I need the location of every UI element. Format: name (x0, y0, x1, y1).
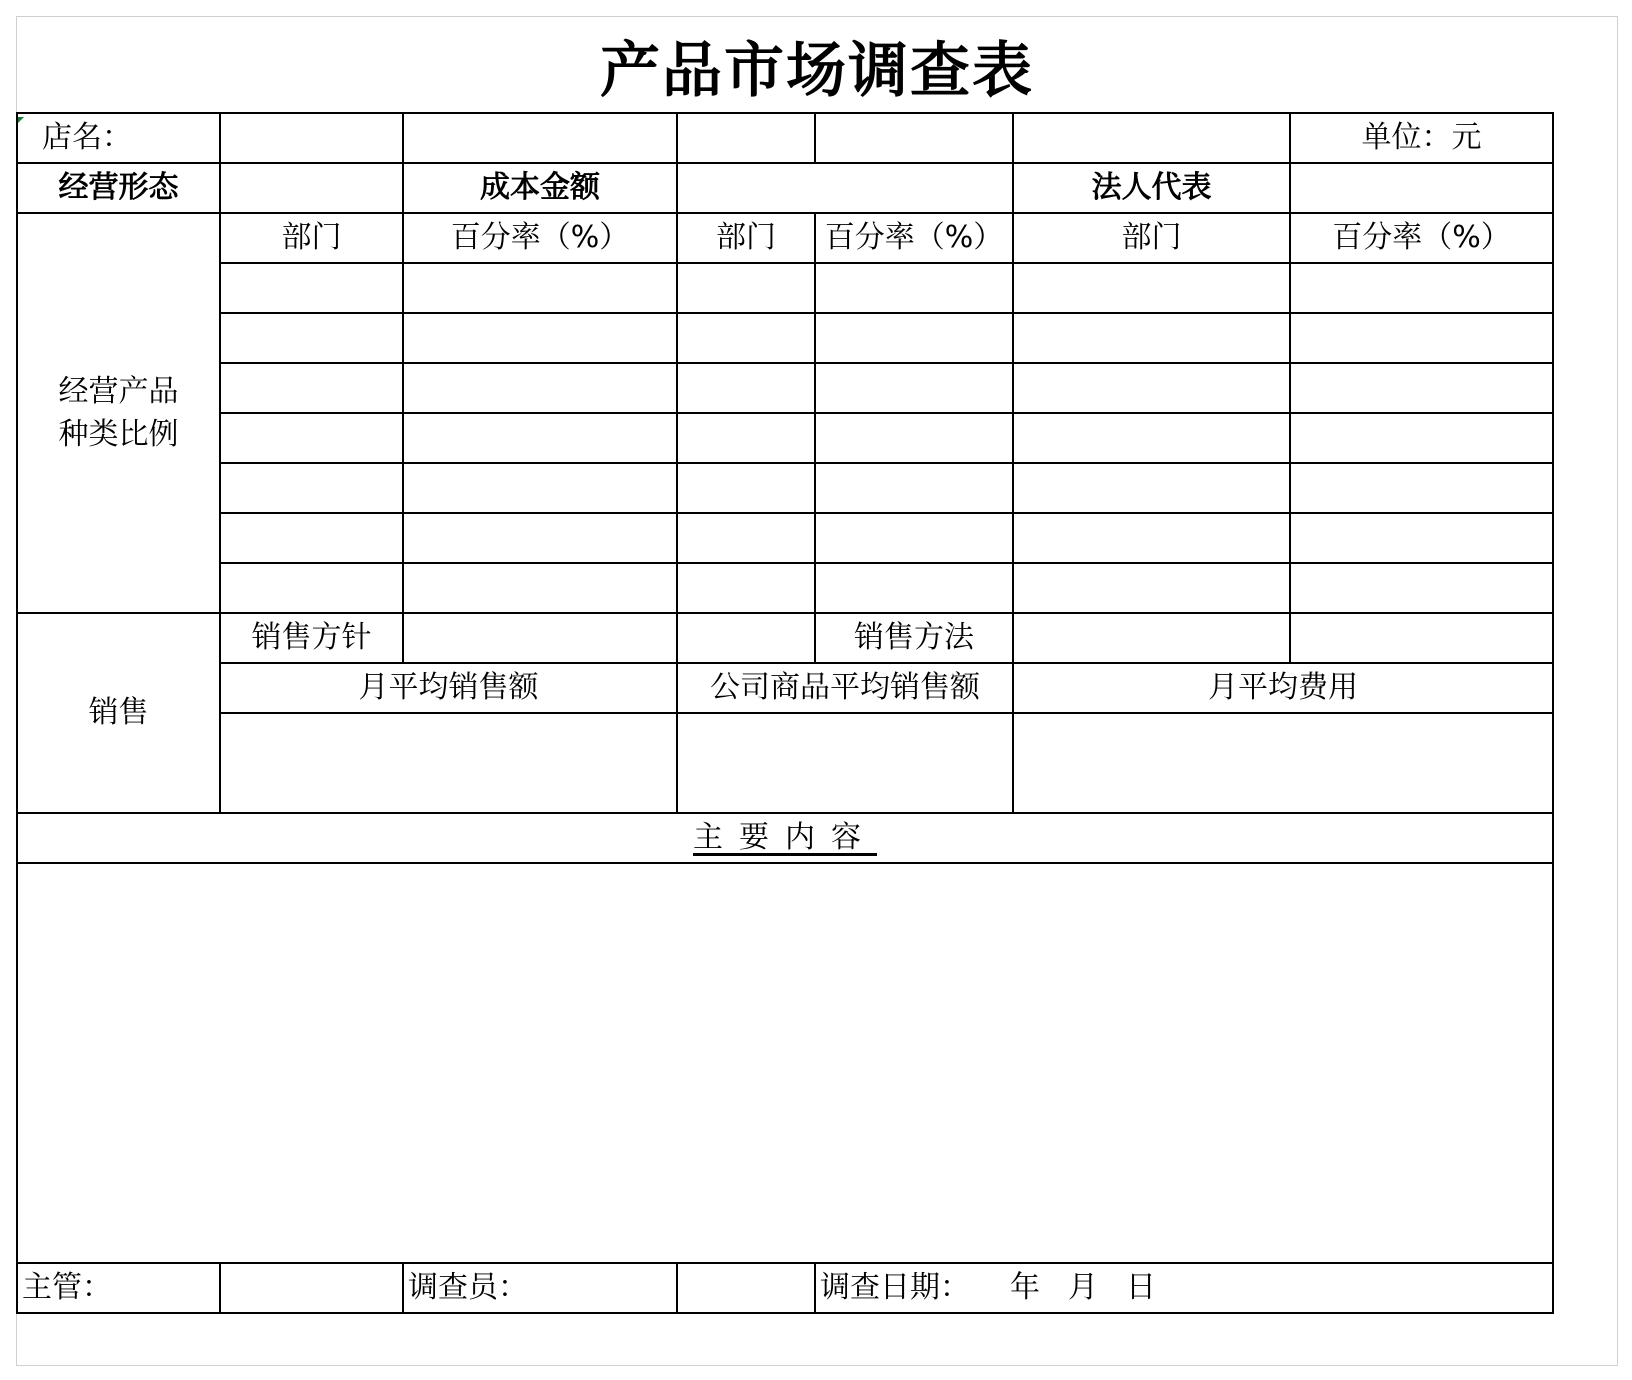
investigator-label: 调查员： (408, 1270, 528, 1306)
grid-line-v (1289, 112, 1291, 664)
grid-line-h (220, 562, 1554, 564)
percent-header-3: 百分率（%） (1332, 220, 1511, 256)
main-content-area[interactable] (18, 864, 1552, 1262)
percent-header-2: 百分率（%） (824, 220, 1004, 256)
sales-label: 销售 (88, 695, 149, 731)
grid-line-h (16, 162, 1554, 164)
dept-header-1: 部门 (281, 220, 342, 256)
grid-line-h (220, 712, 1554, 714)
unit-label: 单位：元 (1361, 120, 1482, 156)
grid-line-h (220, 512, 1554, 514)
grid-line-h (220, 462, 1554, 464)
page-title: 产品市场调查表 (600, 36, 1034, 106)
product-category-ratio-label (18, 214, 219, 612)
survey-date-text: 调查日期： (820, 1270, 970, 1306)
grid-line-h (220, 262, 1554, 264)
monthly-avg-sales-label: 月平均销售额 (358, 670, 539, 706)
sales-method-label: 销售方法 (854, 620, 974, 656)
grid-line-v (219, 1262, 221, 1314)
business-form-label: 经营形态 (58, 170, 179, 206)
shop-name-label: 店名： (42, 120, 132, 156)
date-month: 月 (1068, 1270, 1098, 1306)
percent-header-1: 百分率（%） (450, 220, 630, 256)
sales-policy-label: 销售方针 (251, 620, 372, 656)
company-avg-sales-label: 公司商品平均销售额 (710, 670, 980, 706)
main-content-heading (18, 814, 1552, 862)
legal-representative-label: 法人代表 (1091, 170, 1212, 206)
dept-header-3: 部门 (1121, 220, 1182, 256)
grid-line-h (220, 412, 1554, 414)
grid-line-h (220, 362, 1554, 364)
grid-line-v (814, 112, 816, 164)
main-content-text: 主要内容 (693, 820, 877, 856)
supervisor-label: 主管： (22, 1270, 112, 1306)
monthly-avg-cost-label: 月平均费用 (1208, 670, 1358, 706)
dept-header-2: 部门 (716, 220, 776, 256)
date-year: 年 (1010, 1270, 1040, 1306)
product-label-line2: 种类比例 (58, 417, 179, 452)
grid-line-v (676, 1262, 678, 1314)
survey-date-label (816, 1264, 1552, 1312)
date-day: 日 (1126, 1270, 1156, 1306)
grid-line-h (220, 312, 1554, 314)
grid-line-h-bottom (16, 1312, 1554, 1314)
cell-selection-marker (17, 117, 24, 124)
survey-form-sheet (16, 16, 1618, 1366)
grid-line-v (814, 212, 816, 664)
grid-line-v-right (1552, 112, 1554, 1314)
cost-amount-label: 成本金额 (480, 170, 600, 206)
product-label-line1: 经营产品 (58, 373, 179, 409)
